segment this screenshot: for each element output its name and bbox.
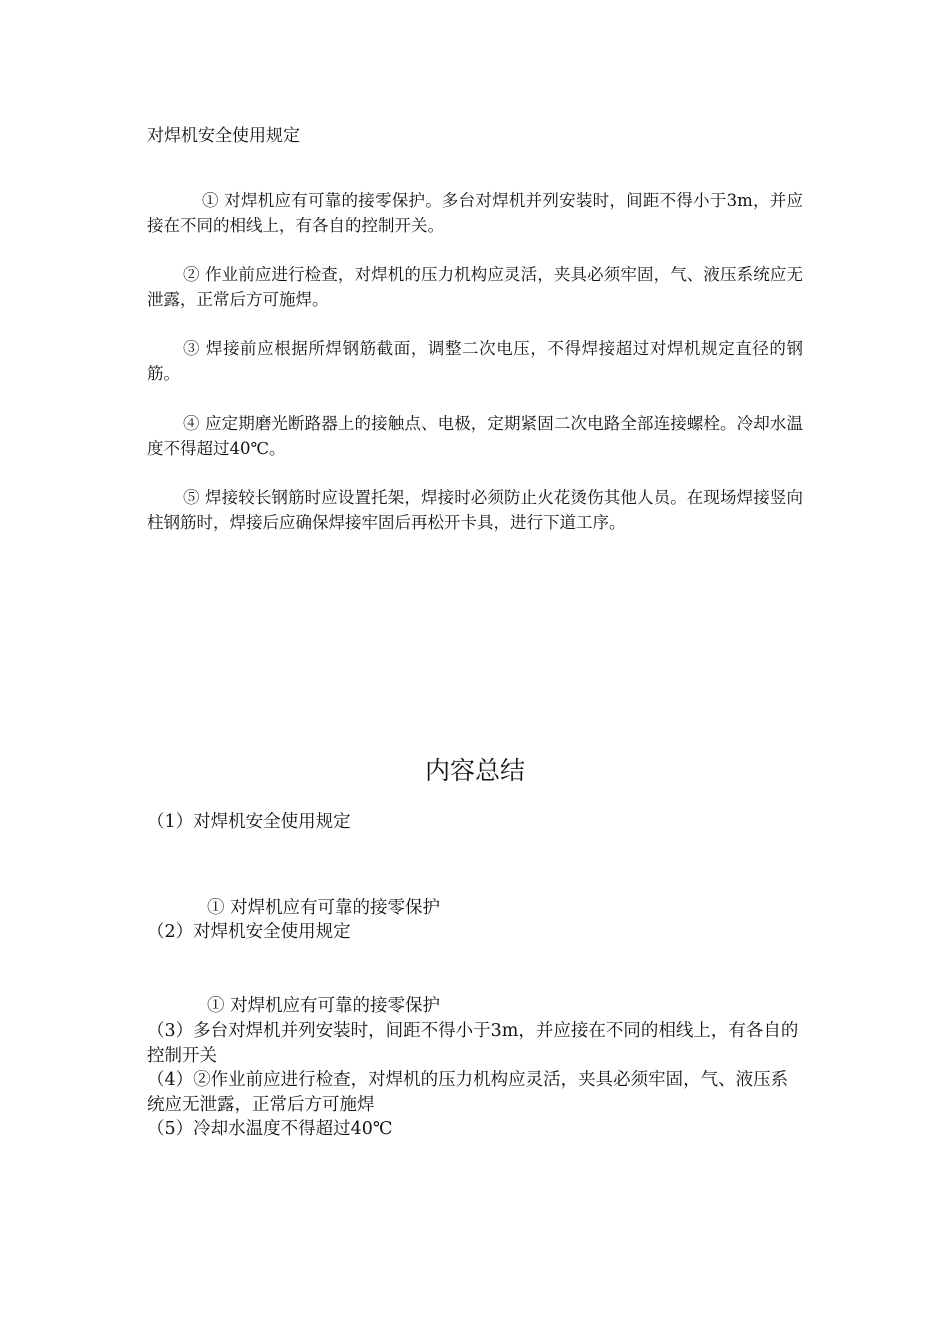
document-title: 对焊机安全使用规定 <box>147 126 300 146</box>
paragraph-2: ② 作业前应进行检查，对焊机的压力机构应灵活，夹具必须牢固，气、液压系统应无泄露，正常后方可施焊。 <box>147 265 803 309</box>
paragraph-1: ① 对焊机应有可靠的接零保护。多台对焊机并列安装时，间距不得小于3m，并应接在不同的相线上，有各自的控制开关。 <box>147 191 803 235</box>
summary-item-1: （1）对焊机安全使用规定 <box>147 812 351 832</box>
paragraph-4: ④ 应定期磨光断路器上的接触点、电极，定期紧固二次电路全部连接螺栓。冷却水温度不得超过40℃。 <box>147 414 803 458</box>
summary-item-3: （3）多台对焊机并列安装时，间距不得小于3m，并应接在不同的相线上，有各自的控制开关 <box>147 1021 799 1066</box>
summary-item-1-sub: ① 对焊机应有可靠的接零保护 <box>207 898 441 918</box>
summary-item-4: （4）②作业前应进行检查，对焊机的压力机构应灵活，夹具必须牢固，气、液压系统应无泄露，正常后方可施焊 <box>147 1070 789 1115</box>
summary-heading: 内容总结 <box>424 756 525 785</box>
paragraph-5: ⑤ 焊接较长钢筋时应设置托架，焊接时必须防止火花烫伤其他人员。在现场焊接竖向柱钢筋时，焊接后应确保焊接牢固后再松开卡具，进行下道工序。 <box>147 488 803 532</box>
summary-item-5: （5）冷却水温度不得超过40℃ <box>147 1119 393 1139</box>
summary-item-2-sub: ① 对焊机应有可靠的接零保护 <box>207 996 441 1016</box>
paragraph-3: ③ 焊接前应根据所焊钢筋截面，调整二次电压，不得焊接超过对焊机规定直径的钢筋。 <box>147 339 803 383</box>
summary-item-2: （2）对焊机安全使用规定 <box>147 922 351 942</box>
